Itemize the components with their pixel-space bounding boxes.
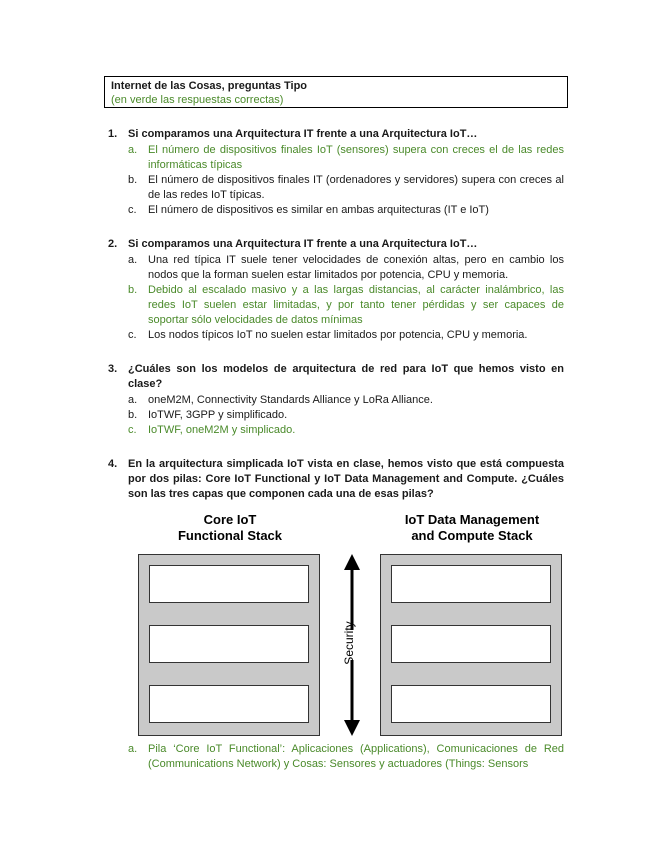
option-text: Pila ‘Core IoT Functional’: Aplicaciones (Applications), Comunicaciones de Red (Communications Network) y Cosas: Sensores y actuadores (Things: Sensors <box>148 743 564 770</box>
core-stack-layer-top <box>149 565 309 603</box>
option-text: Debido al escalado masivo y a las largas distancias, al carácter inalámbrico, las redes IoT suelen estar limitadas, y por tanto tener pérdidas y ser capaces de soportar sólo velocidades de datos mínimas <box>148 284 564 326</box>
question-number: 1. <box>108 128 118 140</box>
option-letter: a. <box>128 394 138 406</box>
question-4 <box>108 457 564 502</box>
option-letter: c. <box>128 424 137 436</box>
question-3-option-a <box>128 393 564 408</box>
question-4-option-a <box>128 742 564 772</box>
data-stack-title <box>372 512 572 544</box>
core-stack-title-line-1: Core IoT <box>203 512 257 527</box>
option-letter: a. <box>128 144 138 156</box>
data-stack-title-line-1: IoT Data Management <box>404 512 540 527</box>
core-functional-stack <box>138 554 320 736</box>
question-text: Si comparamos una Arquitectura IT frente a una Arquitectura IoT… <box>128 128 478 140</box>
core-stack-layer-bottom <box>149 685 309 723</box>
question-text: Si comparamos una Arquitectura IT frente a una Arquitectura IoT… <box>128 238 478 250</box>
question-3 <box>108 362 564 438</box>
question-text: En la arquitectura simplicada IoT vista en clase, hemos visto que está compuesta por dos pilas: Core IoT Functional y IoT Data Management and Compute. ¿Cuáles son las tres capas que componen cada una de esas pilas? <box>128 458 564 500</box>
question-1 <box>108 127 564 218</box>
option-text: El número de dispositivos finales IT (ordenadores y servidores) supera con creces al de las redes IoT típicas. <box>148 174 564 201</box>
security-label: Security <box>342 621 356 665</box>
document-title: Internet de las Cosas, preguntas Tipo <box>111 80 308 92</box>
option-letter: c. <box>128 204 137 216</box>
header-box <box>104 76 568 108</box>
data-management-stack <box>380 554 562 736</box>
option-text: IoTWF, 3GPP y simplificado. <box>148 409 288 421</box>
data-stack-title-line-2: and Compute Stack <box>411 528 533 543</box>
question-3-option-c <box>128 423 564 438</box>
option-text: El número de dispositivos es similar en ambas arquitecturas (IT e IoT) <box>148 204 489 216</box>
option-letter: b. <box>128 284 138 296</box>
option-text: oneM2M, Connectivity Standards Alliance y LoRa Alliance. <box>148 394 433 406</box>
option-letter: b. <box>128 409 138 421</box>
question-number: 4. <box>108 458 118 470</box>
question-number: 2. <box>108 238 118 250</box>
question-3-option-b <box>128 408 564 423</box>
answer-legend-note: (en verde las respuestas correctas) <box>111 94 284 106</box>
option-letter: b. <box>128 174 138 186</box>
question-text: ¿Cuáles son los modelos de arquitectura de red para IoT que hemos visto en clase? <box>128 363 564 390</box>
question-2-option-c <box>128 328 564 343</box>
question-1-option-a <box>128 143 564 173</box>
option-letter: a. <box>128 743 138 755</box>
option-text: El número de dispositivos finales IoT (sensores) supera con creces el de las redes informáticas típicas <box>148 144 564 171</box>
question-1-option-b <box>128 173 564 203</box>
option-letter: c. <box>128 329 137 341</box>
question-number: 3. <box>108 363 118 375</box>
question-1-option-c <box>128 203 564 218</box>
data-stack-layer-middle <box>391 625 551 663</box>
core-stack-layer-middle <box>149 625 309 663</box>
core-stack-title <box>150 512 310 544</box>
data-stack-layer-bottom <box>391 685 551 723</box>
question-2-option-b <box>128 283 564 328</box>
core-stack-title-line-2: Functional Stack <box>177 528 283 543</box>
question-2 <box>108 237 564 343</box>
option-letter: a. <box>128 254 138 266</box>
data-stack-layer-top <box>391 565 551 603</box>
option-text: Una red típica IT suele tener velocidades de conexión altas, pero en cambio los nodos que la forman suelen estar limitados por potencia, CPU y memoria. <box>148 254 564 281</box>
option-text: Los nodos típicos IoT no suelen estar limitados por potencia, CPU y memoria. <box>148 329 528 341</box>
question-2-option-a <box>128 253 564 283</box>
option-text: IoTWF, oneM2M y simplicado. <box>148 424 296 436</box>
question-4-answers <box>108 742 564 772</box>
